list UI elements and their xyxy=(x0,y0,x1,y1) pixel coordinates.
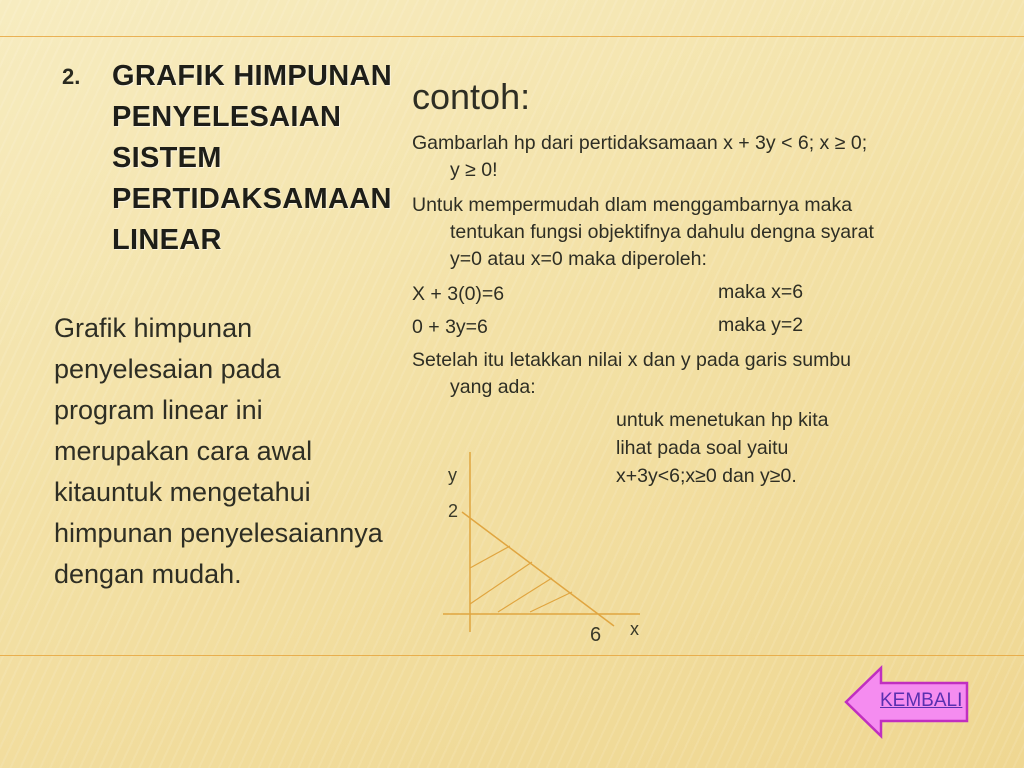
example-heading: contoh: xyxy=(412,76,531,117)
method-line-1: Untuk mempermudah dlam menggambarnya maka xyxy=(412,194,853,216)
hatch-line xyxy=(530,592,572,612)
boundary-line xyxy=(462,512,614,626)
note-line-1: untuk menetukan hp kita xyxy=(616,409,829,431)
equation-1-left: X + 3(0)=6 xyxy=(412,283,505,305)
graph-x-intercept: 6 xyxy=(590,624,602,646)
hatch-line xyxy=(470,546,510,568)
hatch-line xyxy=(470,562,532,604)
page-title: GRAFIK HIMPUNAN PENYELESAIAN SISTEM PERTIDAKSAMAAN LINEAR xyxy=(112,60,392,256)
equation-2-right: maka y=2 xyxy=(718,314,804,336)
question-line-2: y ≥ 0! xyxy=(450,159,498,181)
left-description: Grafik himpunan penyelesaian pada program linear ini merupakan cara awal kitauntuk mengetahui himpunan penyelesaiannya dengan mudah. xyxy=(54,313,383,589)
method-line-2: tentukan fungsi objektifnya dahulu dengna syarat xyxy=(450,221,874,243)
graph-y-label: y xyxy=(448,465,457,485)
note-line-3: x+3y<6;x≥0 dan y≥0. xyxy=(616,465,797,487)
question-line-1: Gambarlah hp dari pertidaksamaan x + 3y < 6; x ≥ 0; xyxy=(412,132,868,154)
hatch-line xyxy=(498,578,552,612)
kembali-label[interactable]: KEMBALI xyxy=(880,690,963,711)
axes-line-1: Setelah itu letakkan nilai x dan y pada garis sumbu xyxy=(412,349,852,371)
graph-y-intercept: 2 xyxy=(448,501,459,521)
graph-x-label: x xyxy=(630,619,639,639)
method-line-3: y=0 atau x=0 maka diperoleh: xyxy=(450,248,707,270)
axes-line-2: yang ada: xyxy=(450,376,536,398)
equation-2-left: 0 + 3y=6 xyxy=(412,316,488,338)
note-line-2: lihat pada soal yaitu xyxy=(616,437,789,459)
title-number: 2. xyxy=(62,64,81,89)
equation-1-right: maka x=6 xyxy=(718,281,804,303)
